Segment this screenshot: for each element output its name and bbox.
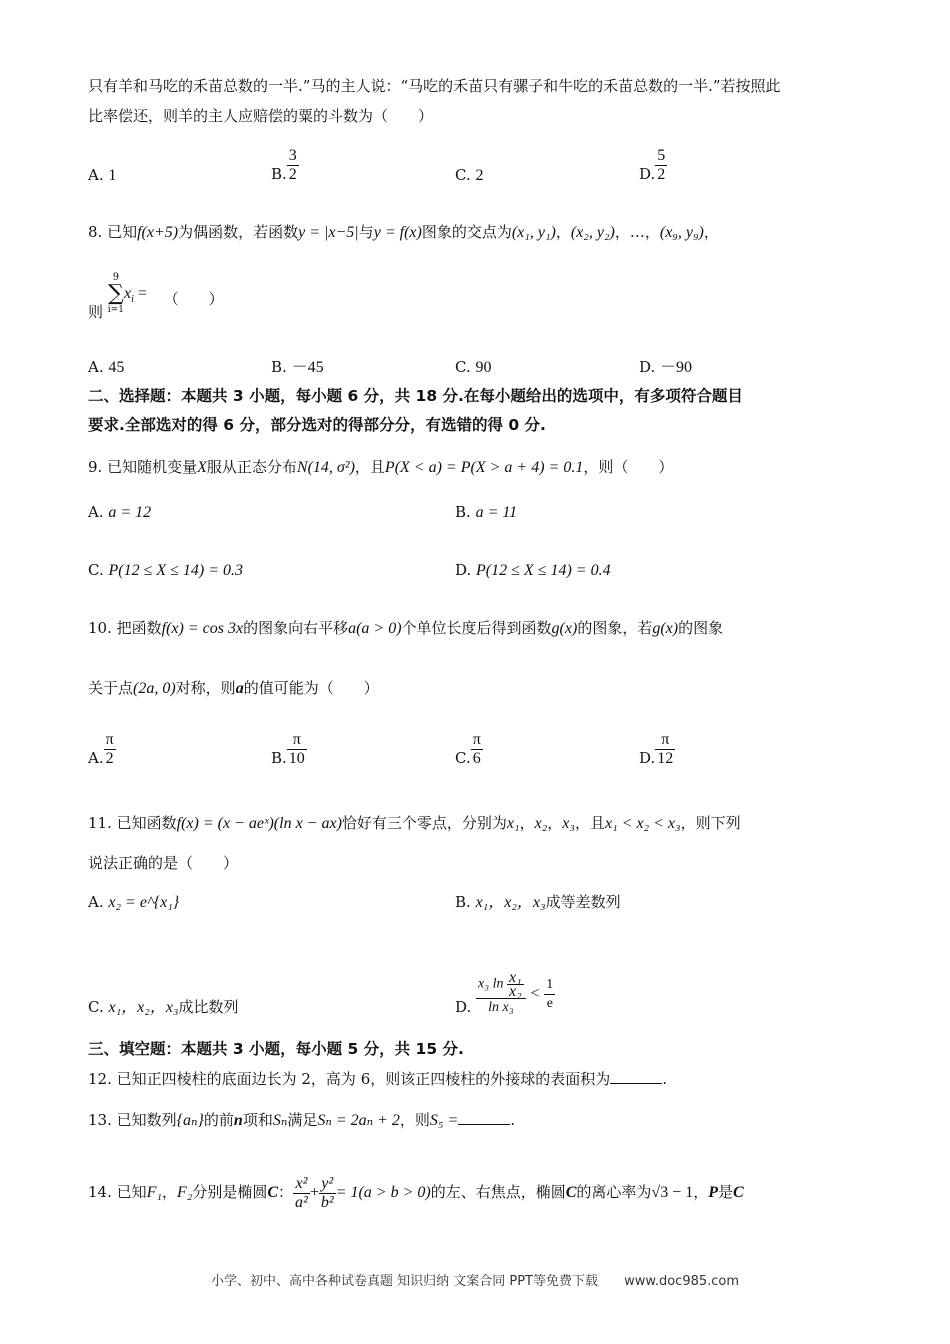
q11-option-b: B. x₁，x₂，x₃成等差数列: [455, 893, 621, 911]
q9-option-b: B. a = 11: [455, 503, 518, 521]
q11-stem-cont: 说法正确的是（ ）: [88, 854, 239, 872]
answer-blank: [610, 1069, 662, 1084]
q7-option-c: C. 2: [455, 166, 484, 184]
q12-stem: 12. 已知正四棱柱的底面边长为 2，高为 6，则该正四棱柱的外接球的表面积为 .: [88, 1070, 668, 1088]
q10-option-b: B. $\frac{\pi}{10}$: [271, 731, 305, 767]
q11-option-d: D. x₃ ln $\frac{\text{x₁}}{\text{x₂}}$ ln x₃ < $\frac{1}{e}$: [455, 969, 554, 1016]
q9-stem: 9. 已知随机变量X服从正态分布N(14, σ²)，且P(X < a) = P(X > a + 4) = 0.1，则（ ）: [88, 458, 674, 476]
q10-stem: 10. 把函数f(x) = cos 3x的图象向右平移a(a > 0)个单位长度后得到函数g(x)的图象，若g(x)的图象: [88, 619, 724, 637]
q11-option-a: A. x₂ = e^{x₁}: [88, 893, 180, 911]
q8-option-c: C. 90: [455, 358, 492, 376]
q8-sum-line: 则 9 ∑ i=1 $x_i$ = （ ）: [88, 272, 224, 321]
q7-line1: 只有羊和马吃的禾苗总数的一半.”马的主人说：“马吃的禾苗只有骡子和牛吃的禾苗总数的一半.”若按照此: [88, 77, 781, 95]
q7-option-d: D. $\frac{5}{2}$: [639, 147, 666, 183]
q9-option-c: C. P(12 ≤ X ≤ 14) = 0.3: [88, 561, 244, 579]
q10-stem-cont: 关于点(2a, 0)对称，则a的值可能为（ ）: [88, 679, 379, 697]
q10-option-c: C. $\frac{\pi}{6}$: [455, 731, 481, 767]
q13-stem: 13. 已知数列{aₙ}的前n项和Sₙ满足Sₙ = 2aₙ + 2，则S₅ = .: [88, 1111, 516, 1129]
footer-text: 小学、初中、高中各种试卷真题 知识归纳 文案合同 PPT等免费下载: [210, 1274, 598, 1289]
answer-blank: [458, 1110, 510, 1125]
q8-option-b: B. －45: [271, 358, 324, 376]
footer-link[interactable]: www.doc985.com: [624, 1274, 740, 1289]
section3-heading: 三、填空题：本题共 3 小题，每小题 5 分，共 15 分.: [88, 1040, 464, 1058]
q7-line2: 比率偿还，则羊的主人应赔偿的粟的斗数为（ ）: [88, 107, 434, 125]
q9-option-d: D. P(12 ≤ X ≤ 14) = 0.4: [455, 561, 611, 579]
page-footer: [0, 1270, 950, 1289]
q8-option-d: D. －90: [639, 358, 693, 376]
q7-option-a: A. 1: [88, 166, 117, 184]
section2-heading-cont: 要求.全部选对的得 6 分，部分选对的得部分分，有选错的得 0 分.: [88, 416, 546, 434]
q10-option-d: D. $\frac{\pi}{12}$: [639, 731, 674, 767]
q8-stem: 8. 已知f(x+5)为偶函数，若函数y = |x−5|与y = f(x)图象的交点为(x₁, y₁)，(x₂, y₂)，…，(x₉, y₉)，: [88, 223, 719, 241]
section2-heading: 二、选择题：本题共 3 小题，每小题 6 分，共 18 分.在每小题给出的选项中，有多项符合题目: [88, 387, 743, 405]
q10-option-a: A. $\frac{\pi}{2}$: [88, 731, 114, 767]
summation: 9 ∑ i=1: [107, 272, 124, 315]
q14-stem: 14. 已知F₁，F₂分别是椭圆C： $\frac{\text{x²}}{\text{a²}}$ + $\frac{\text{y²}}{\text{b²}}$ = 1(a > b > 0)的左、右焦点，椭圆C的离心率为√3 − 1，P是C: [88, 1174, 744, 1211]
q8-option-a: A. 45: [88, 358, 125, 376]
q7-option-b: B. $\frac{3}{2}$: [271, 147, 297, 183]
q11-stem: 11. 已知函数f(x) = (x − aeˣ)(ln x − ax)恰好有三个零点，分别为x₁，x₂，x₃，且x₁ < x₂ < x₃，则下列: [88, 814, 741, 832]
q9-option-a: A. a = 12: [88, 503, 152, 521]
q11-option-c: C. x₁，x₂，x₃成比数列: [88, 998, 239, 1016]
